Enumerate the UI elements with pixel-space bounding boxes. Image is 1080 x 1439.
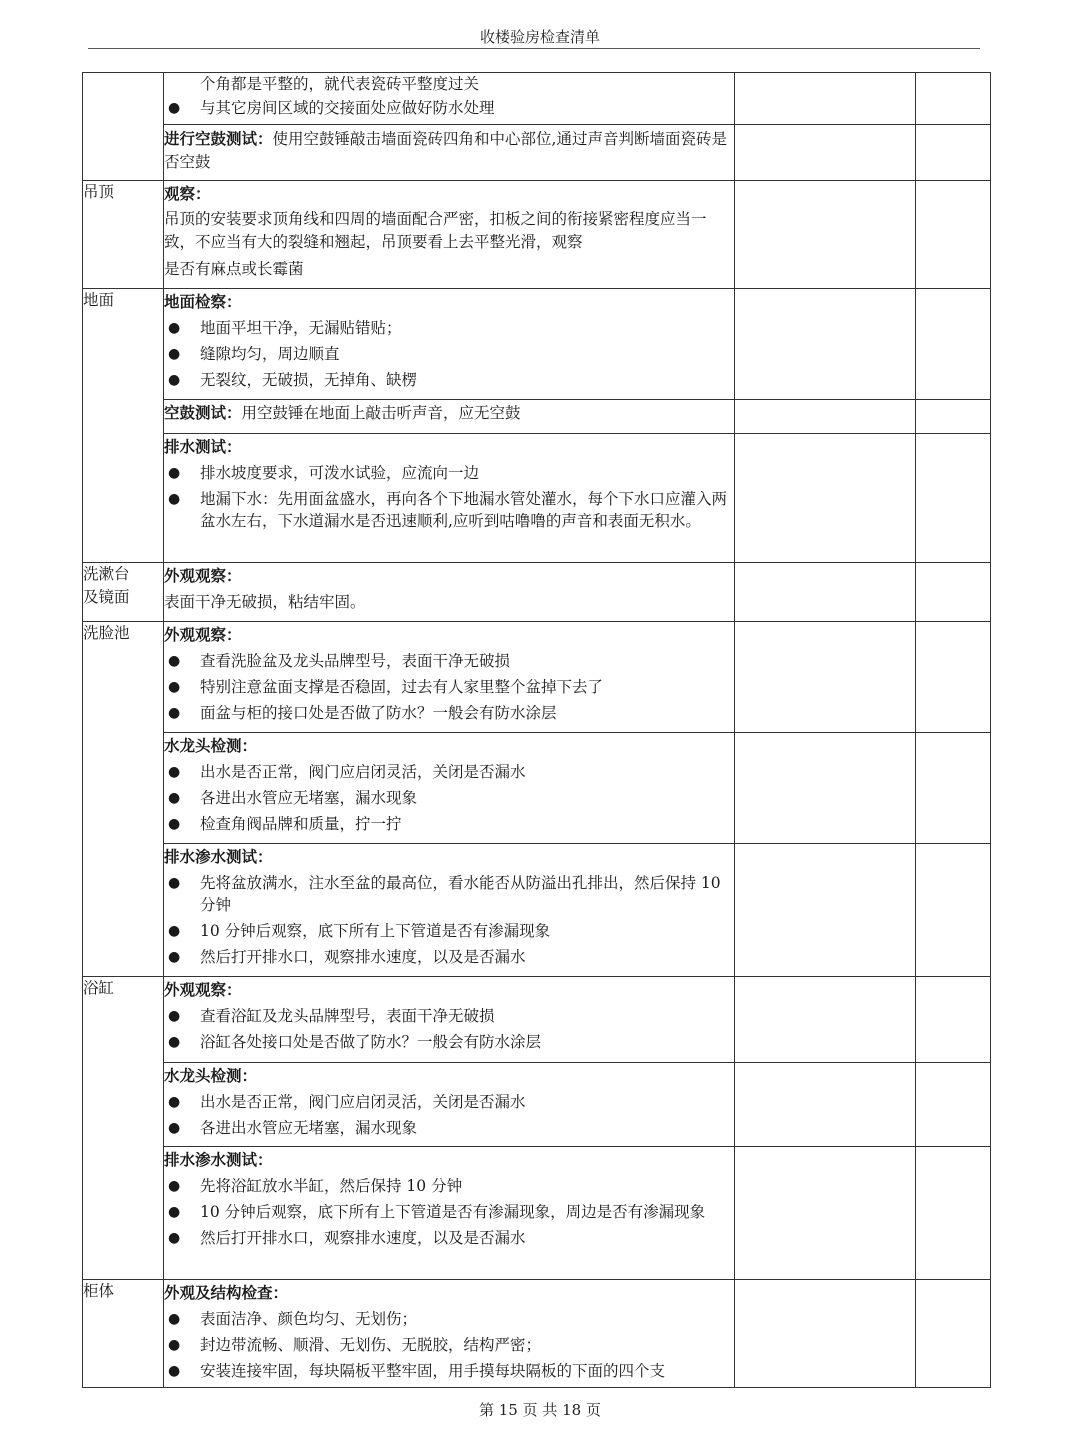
bullet-icon: ● xyxy=(168,923,181,939)
bullet-icon: ● xyxy=(168,949,181,965)
paragraph-text: 吊顶的安装要求顶角线和四周的墙面配合严密，扣板之间的衔接紧密程度应当一致，不应当有大的裂缝和翘起，吊顶要看上去平整光滑，观察 xyxy=(164,210,707,251)
bullet-icon: ● xyxy=(168,705,181,721)
note-cell xyxy=(916,563,991,622)
section-heading: 水龙头检测： xyxy=(164,736,258,755)
area-label: 吊顶 xyxy=(83,183,115,201)
table-row xyxy=(83,434,991,563)
section-heading: 排水渗水测试： xyxy=(164,1150,273,1169)
content-cell xyxy=(164,563,735,622)
bullet-icon: ● xyxy=(168,465,181,481)
note-cell xyxy=(916,844,991,977)
list-item: ● 浴缸各处接口处是否做了防水？一般会有防水涂层 xyxy=(164,1029,734,1055)
content-cell xyxy=(164,434,735,563)
note-cell xyxy=(916,181,991,289)
note-cell xyxy=(916,434,991,563)
bullet-icon: ● xyxy=(168,1120,181,1136)
note-cell xyxy=(916,977,991,1063)
area-label: 洗漱台 xyxy=(83,565,130,583)
content-cell xyxy=(164,1147,735,1280)
paragraph-text: 使用空鼓锤敲击墙面瓷砖四角和中心部位,通过声音判断墙面瓷砖是否空鼓 xyxy=(164,130,727,171)
list-item: ● 无裂纹，无破损，无掉角、缺楞 xyxy=(164,367,734,393)
list-item: ● 10 分钟后观察，底下所有上下管道是否有渗漏现象 xyxy=(164,918,734,944)
result-cell xyxy=(735,1063,916,1147)
bullet-icon: ● xyxy=(168,764,181,780)
note-cell xyxy=(916,1280,991,1388)
bullet-icon: ● xyxy=(168,1204,181,1220)
table-row xyxy=(83,289,991,400)
table-row xyxy=(83,400,991,434)
result-cell xyxy=(735,73,916,125)
table-row xyxy=(83,733,991,844)
bullet-icon: ● xyxy=(168,1008,181,1024)
list-item: ● 地漏下水：先用面盆盛水，再向各个下地漏水管处灌水，每个下水口应灌入两盆水左右，下水道漏水是否迅速顺利,应听到咕噜噜的声音和表面无积水。 xyxy=(168,490,728,530)
result-cell xyxy=(735,400,916,434)
area-cell xyxy=(83,289,164,563)
result-cell xyxy=(735,289,916,400)
area-cell xyxy=(83,1280,164,1388)
list-item: ● 查看洗脸盆及龙头品牌型号，表面干净无破损 xyxy=(164,648,734,674)
continued-text: 个角都是平整的，就代表瓷砖平整度过关 xyxy=(200,75,480,93)
result-cell xyxy=(735,563,916,622)
section-heading: 地面检察： xyxy=(164,292,242,311)
list-item: ● 检查角阀品牌和质量，拧一拧 xyxy=(164,811,734,837)
result-cell xyxy=(735,844,916,977)
area-cell xyxy=(83,622,164,977)
content-cell xyxy=(164,400,735,434)
section-heading: 水龙头检测： xyxy=(164,1066,258,1085)
list-item: ● 先将盆放满水，注水至盆的最高位，看水能否从防溢出孔排出，然后保持 10 分钟 xyxy=(168,874,721,914)
result-cell xyxy=(735,622,916,733)
content-cell xyxy=(164,73,735,125)
list-item: ● 排水坡度要求，可泼水试验，应流向一边 xyxy=(164,460,734,486)
area-cell xyxy=(83,563,164,622)
list-item: ● 表面洁净、颜色均匀、无划伤； xyxy=(164,1306,734,1332)
paragraph-text: 用空鼓锤在地面上敲击听声音，应无空鼓 xyxy=(241,404,521,422)
note-cell xyxy=(916,400,991,434)
bullet-icon: ● xyxy=(168,491,181,507)
table-row xyxy=(83,181,991,289)
content-cell xyxy=(164,1063,735,1147)
result-cell xyxy=(735,1147,916,1280)
table-row xyxy=(83,125,991,181)
list-item: ● 特别注意盆面支撑是否稳固，过去有人家里整个盆掉下去了 xyxy=(164,674,734,700)
section-heading: 进行空鼓测试： xyxy=(164,129,273,148)
bullet-icon: ● xyxy=(168,372,181,388)
note-cell xyxy=(916,73,991,125)
list-item: ● 然后打开排水口，观察排水速度，以及是否漏水 xyxy=(164,1225,734,1251)
bullet-icon: ● xyxy=(168,1337,181,1353)
table-row xyxy=(83,1147,991,1280)
content-cell xyxy=(164,181,735,289)
note-cell xyxy=(916,125,991,181)
list-item: ● 与其它房间区域的交接面处应做好防水处理 xyxy=(164,95,734,121)
section-heading: 外观观察： xyxy=(164,980,242,999)
note-cell xyxy=(916,1147,991,1280)
section-heading: 外观及结构检查： xyxy=(164,1283,289,1302)
content-cell xyxy=(164,622,735,733)
bullet-icon: ● xyxy=(168,1034,181,1050)
content-cell xyxy=(164,844,735,977)
list-item: ● 先将浴缸放水半缸，然后保持 10 分钟 xyxy=(164,1173,734,1199)
bullet-icon: ● xyxy=(168,653,181,669)
area-cell xyxy=(83,181,164,289)
content-cell xyxy=(164,977,735,1063)
table-row xyxy=(83,977,991,1063)
list-item: ● 面盆与柜的接口处是否做了防水？一般会有防水涂层 xyxy=(164,700,734,726)
result-cell xyxy=(735,1280,916,1388)
content-cell xyxy=(164,125,735,181)
list-item: ● 地面平坦干净，无漏贴错贴； xyxy=(164,315,734,341)
header-divider xyxy=(88,48,980,49)
area-cell xyxy=(83,977,164,1280)
content-cell xyxy=(164,289,735,400)
bullet-icon: ● xyxy=(168,100,181,116)
list-item: ● 然后打开排水口，观察排水速度，以及是否漏水 xyxy=(164,944,734,970)
content-cell xyxy=(164,1280,735,1388)
area-label: 地面 xyxy=(83,291,115,309)
table-row xyxy=(83,563,991,622)
bullet-icon: ● xyxy=(168,875,181,891)
bullet-icon: ● xyxy=(168,1094,181,1110)
area-label: 柜体 xyxy=(83,1282,115,1300)
page-number-footer: 第 15 页 共 18 页 xyxy=(478,1401,601,1419)
list-item: ● 封边带流畅、顺滑、无划伤、无脱胶，结构严密； xyxy=(164,1332,734,1358)
result-cell xyxy=(735,181,916,289)
bullet-icon: ● xyxy=(168,320,181,336)
result-cell xyxy=(735,733,916,844)
note-cell xyxy=(916,1063,991,1147)
list-item: ● 查看浴缸及龙头品牌型号，表面干净无破损 xyxy=(164,1003,734,1029)
page-header-title: 收楼验房检查清单 xyxy=(479,28,600,46)
list-item: ● 缝隙均匀，周边顺直 xyxy=(164,341,734,367)
table-row xyxy=(83,622,991,733)
bullet-icon: ● xyxy=(168,816,181,832)
area-label: 洗脸池 xyxy=(83,624,130,642)
list-item: ● 安装连接牢固，每块隔板平整牢固，用手摸每块隔板的下面的四个支 xyxy=(164,1358,734,1384)
bullet-icon: ● xyxy=(168,1311,181,1327)
section-heading: 空鼓测试： xyxy=(164,403,242,422)
bullet-icon: ● xyxy=(168,1363,181,1379)
list-item: ● 各进出水管应无堵塞，漏水现象 xyxy=(164,1115,734,1141)
bullet-icon: ● xyxy=(168,346,181,362)
list-item: ● 出水是否正常，阀门应启闭灵活，关闭是否漏水 xyxy=(164,1089,734,1115)
content-cell xyxy=(164,733,735,844)
note-cell xyxy=(916,289,991,400)
area-cell xyxy=(83,73,164,181)
table-row xyxy=(83,73,991,125)
bullet-icon: ● xyxy=(168,790,181,806)
result-cell xyxy=(735,977,916,1063)
result-cell xyxy=(735,434,916,563)
paragraph-text: 是否有麻点或长霉菌 xyxy=(164,260,304,278)
list-item: ● 出水是否正常，阀门应启闭灵活，关闭是否漏水 xyxy=(164,759,734,785)
section-heading: 外观观察： xyxy=(164,566,242,585)
area-label: 及镜面 xyxy=(83,588,130,606)
table-row xyxy=(83,844,991,977)
bullet-icon: ● xyxy=(168,1230,181,1246)
table-row xyxy=(83,1063,991,1147)
section-heading: 排水渗水测试： xyxy=(164,847,273,866)
section-heading: 排水测试： xyxy=(164,437,242,456)
result-cell xyxy=(735,125,916,181)
list-item: ● 各进出水管应无堵塞，漏水现象 xyxy=(164,785,734,811)
area-label: 浴缸 xyxy=(83,979,115,997)
inspection-checklist-table xyxy=(82,72,991,1388)
paragraph-text: 表面干净无破损，粘结牢固。 xyxy=(164,593,366,611)
bullet-icon: ● xyxy=(168,1178,181,1194)
note-cell xyxy=(916,733,991,844)
section-heading: 外观观察： xyxy=(164,625,242,644)
list-item: ● 10 分钟后观察，底下所有上下管道是否有渗漏现象，周边是否有渗漏现象 xyxy=(168,1203,706,1221)
bullet-icon: ● xyxy=(168,679,181,695)
note-cell xyxy=(916,622,991,733)
section-heading: 观察： xyxy=(164,184,211,203)
table-row xyxy=(83,1280,991,1388)
